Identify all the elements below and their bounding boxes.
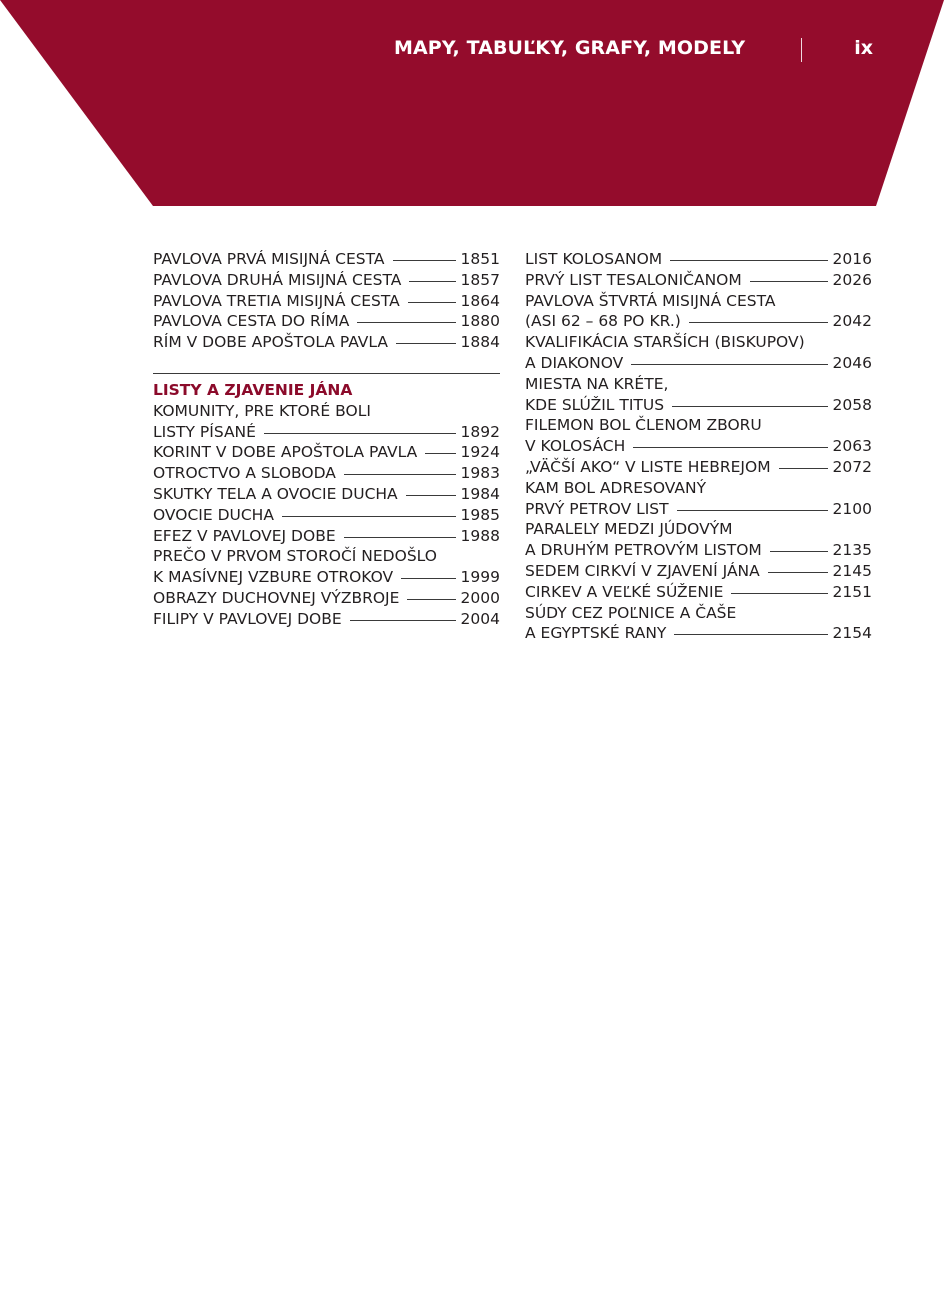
toc-entry[interactable]: SKUTKY TELA A OVOCIE DUCHA 1984 bbox=[153, 484, 500, 503]
toc-entry[interactable]: KORINT V DOBE APOŠTOLA PAVLA 1924 bbox=[153, 443, 500, 462]
dot-leader bbox=[425, 453, 455, 454]
dot-leader bbox=[344, 474, 456, 475]
dot-leader bbox=[670, 260, 827, 261]
toc-entry[interactable]: LISTY PÍSANÉ 1892 bbox=[153, 422, 500, 441]
page-ref: 2026 bbox=[832, 270, 872, 289]
toc-entry[interactable]: PAVLOVA TRETIA MISIJNÁ CESTA 1864 bbox=[153, 291, 500, 310]
toc-entry-line[interactable]: PAVLOVA ŠTVRTÁ MISIJNÁ CESTA bbox=[525, 291, 776, 310]
toc-entry[interactable]: „VÄČŠÍ AKO“ V LISTE HEBREJOM 2072 bbox=[525, 457, 872, 476]
page-ref: 2135 bbox=[832, 541, 872, 560]
dot-leader bbox=[631, 364, 827, 365]
page-ref: 1983 bbox=[460, 464, 500, 483]
dot-leader bbox=[779, 468, 828, 469]
toc-entry[interactable]: RÍM V DOBE APOŠTOLA PAVLA 1884 bbox=[153, 333, 500, 352]
page-ref: 2072 bbox=[832, 457, 872, 476]
toc-entry[interactable]: OVOCIE DUCHA 1985 bbox=[153, 505, 500, 524]
toc-entry[interactable]: EFEZ V PAVLOVEJ DOBE 1988 bbox=[153, 526, 500, 545]
toc-entry[interactable]: OTROCTVO A SLOBODA 1983 bbox=[153, 464, 500, 483]
toc-entry-line[interactable]: KAM BOL ADRESOVANÝ bbox=[525, 478, 707, 497]
banner-shape bbox=[0, 0, 944, 206]
dot-leader bbox=[408, 302, 456, 303]
toc-entry[interactable]: A EGYPTSKÉ RANY 2154 bbox=[525, 624, 872, 643]
dot-leader bbox=[393, 260, 456, 261]
toc-entry[interactable]: SEDEM CIRKVÍ V ZJAVENÍ JÁNA 2145 bbox=[525, 561, 872, 580]
toc-entry-line[interactable]: PREČO V PRVOM STOROČÍ NEDOŠLO bbox=[153, 547, 437, 566]
dot-leader bbox=[396, 343, 456, 344]
toc-entry[interactable]: KDE SLÚŽIL TITUS 2058 bbox=[525, 395, 872, 414]
section-rule bbox=[153, 373, 500, 374]
toc-entry-line[interactable]: KOMUNITY, PRE KTORÉ BOLI bbox=[153, 401, 371, 420]
dot-leader bbox=[409, 281, 455, 282]
toc-entry[interactable]: A DIAKONOV 2046 bbox=[525, 353, 872, 372]
page-ref: 1985 bbox=[460, 505, 500, 524]
toc-entry[interactable]: FILIPY V PAVLOVEJ DOBE 2004 bbox=[153, 609, 500, 628]
page-ref: 1884 bbox=[460, 333, 500, 352]
dot-leader bbox=[677, 510, 828, 511]
page-ref: 1924 bbox=[460, 443, 500, 462]
header-banner bbox=[0, 0, 944, 206]
dot-leader bbox=[357, 322, 455, 323]
page-ref: 1857 bbox=[460, 270, 500, 289]
dot-leader bbox=[689, 322, 828, 323]
toc-left-column bbox=[153, 249, 500, 630]
page-ref: 2016 bbox=[832, 250, 872, 268]
toc-entry-line[interactable]: FILEMON BOL ČLENOM ZBORU bbox=[525, 416, 762, 435]
toc-entry[interactable]: OBRAZY DUCHOVNEJ VÝZBROJE 2000 bbox=[153, 588, 500, 607]
page-ref: 1864 bbox=[460, 291, 500, 310]
dot-leader bbox=[672, 406, 828, 407]
page-ref: 1880 bbox=[460, 312, 500, 331]
dot-leader bbox=[350, 620, 456, 621]
toc-entry-line[interactable]: PARALELY MEDZI JÚDOVÝM bbox=[525, 520, 733, 539]
toc-entry[interactable]: K MASÍVNEJ VZBURE OTROKOV 1999 bbox=[153, 568, 500, 587]
page-ref: 2046 bbox=[832, 353, 872, 372]
toc-entry[interactable]: V KOLOSÁCH 2063 bbox=[525, 437, 872, 456]
page-ref: 2063 bbox=[832, 437, 872, 456]
toc-entry-line[interactable]: MIESTA NA KRÉTE, bbox=[525, 374, 669, 393]
dot-leader bbox=[750, 281, 828, 282]
dot-leader bbox=[633, 447, 827, 448]
page-ref: 2145 bbox=[832, 561, 872, 580]
toc-entry[interactable]: CIRKEV A VEĽKÉ SÚŽENIE 2151 bbox=[525, 582, 872, 601]
page-ref: 2151 bbox=[832, 582, 872, 601]
page-ref: 2004 bbox=[460, 609, 500, 628]
toc-entry-line[interactable]: KVALIFIKÁCIA STARŠÍCH (BISKUPOV) bbox=[525, 333, 805, 352]
page-ref: 2100 bbox=[832, 499, 872, 518]
page-ref: 1984 bbox=[460, 484, 500, 503]
page-ref: 1999 bbox=[460, 568, 500, 587]
toc-entry-line[interactable]: SÚDY CEZ POĽNICE A ČAŠE bbox=[525, 603, 737, 622]
page-number: ix bbox=[854, 37, 873, 59]
page-ref: 2042 bbox=[832, 312, 872, 331]
dot-leader bbox=[768, 572, 828, 573]
page-ref: 1892 bbox=[460, 422, 500, 441]
dot-leader bbox=[264, 433, 456, 434]
toc-entry[interactable]: PAVLOVA DRUHÁ MISIJNÁ CESTA 1857 bbox=[153, 270, 500, 289]
toc-entry[interactable]: A DRUHÝM PETROVÝM LISTOM 2135 bbox=[525, 541, 872, 560]
header-divider bbox=[801, 38, 802, 62]
page-ref: 2154 bbox=[832, 624, 872, 643]
page-ref: 2000 bbox=[460, 588, 500, 607]
dot-leader bbox=[407, 599, 455, 600]
dot-leader bbox=[674, 634, 827, 635]
dot-leader bbox=[344, 537, 456, 538]
dot-leader bbox=[406, 495, 456, 496]
toc-entry[interactable]: PRVÝ PETROV LIST 2100 bbox=[525, 499, 872, 518]
dot-leader bbox=[731, 593, 827, 594]
toc-entry[interactable]: PAVLOVA CESTA DO RÍMA 1880 bbox=[153, 312, 500, 331]
page-ref: 2058 bbox=[832, 395, 872, 414]
toc-entry[interactable]: (ASI 62 – 68 PO KR.) 2042 bbox=[525, 312, 872, 331]
dot-leader bbox=[282, 516, 456, 517]
dot-leader bbox=[401, 578, 455, 579]
toc-entry[interactable]: LIST KOLOSANOM 2016 bbox=[525, 250, 872, 268]
toc-right-column bbox=[525, 249, 872, 644]
page-header-title: MAPY, TABUĽKY, GRAFY, MODELY bbox=[394, 37, 746, 59]
toc-entry[interactable]: PRVÝ LIST TESALONIČANOM 2026 bbox=[525, 270, 872, 289]
dot-leader bbox=[770, 551, 828, 552]
page-ref: 1851 bbox=[460, 250, 500, 268]
section-heading: LISTY A ZJAVENIE JÁNA bbox=[153, 380, 353, 399]
toc-entry[interactable]: PAVLOVA PRVÁ MISIJNÁ CESTA 1851 bbox=[153, 250, 500, 268]
page-ref: 1988 bbox=[460, 526, 500, 545]
